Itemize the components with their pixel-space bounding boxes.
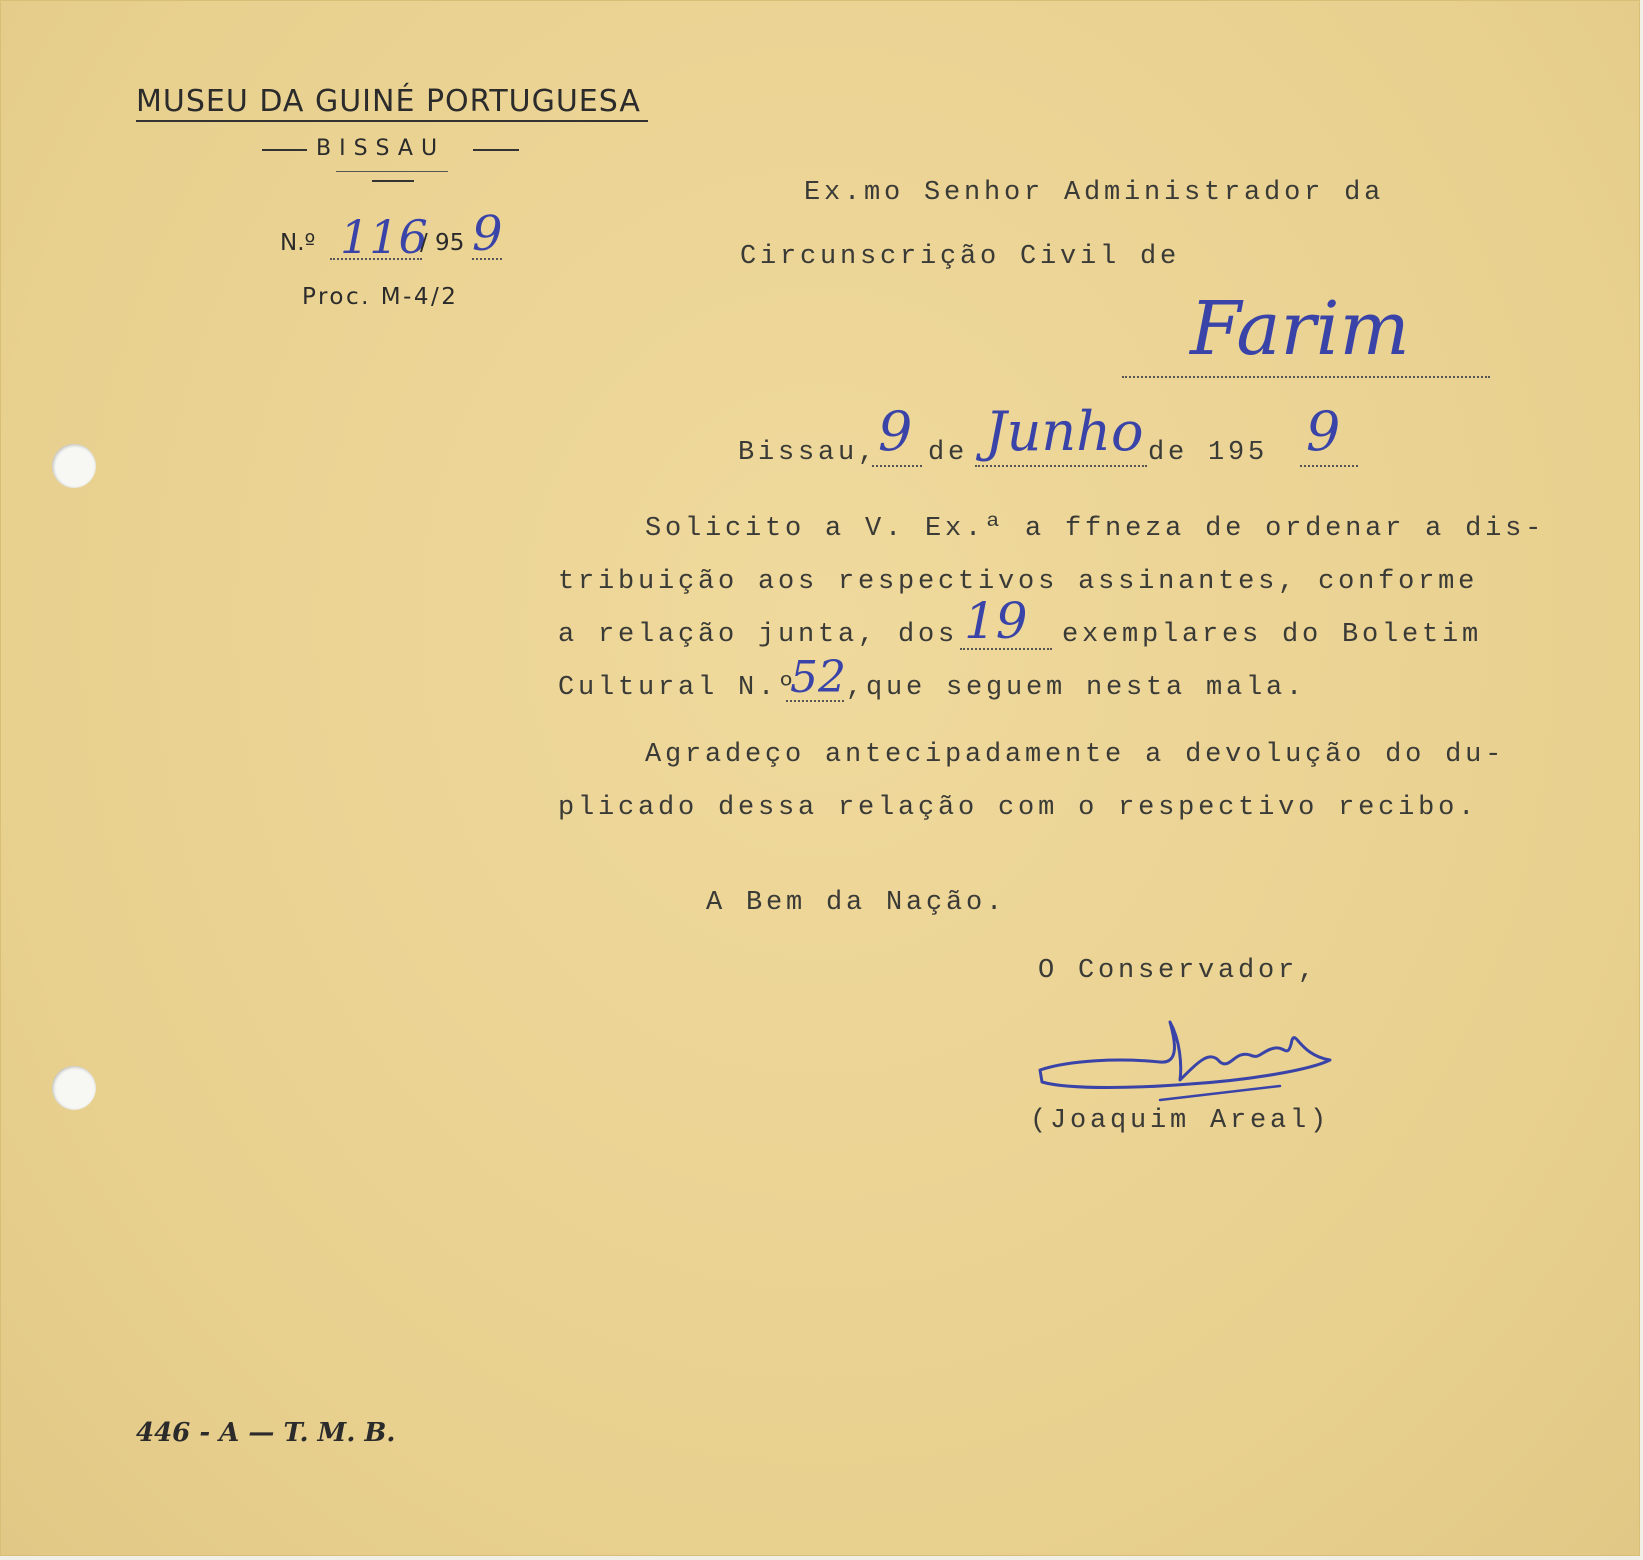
date-de-1: de: [928, 438, 969, 468]
body-line-5: Agradeço antecipadamente a devolução do du-: [645, 740, 1506, 770]
issue-number-handwritten: 52: [790, 652, 846, 703]
year-printed: / 95: [420, 230, 465, 256]
closing-salutation: A Bem da Nação.: [706, 888, 1007, 918]
date-city: Bissau,: [738, 438, 879, 468]
body-line-4-start: Cultural N.º: [558, 673, 799, 703]
body-line-3-end: exemplares do Boletim: [1062, 620, 1483, 650]
institution-name: MUSEU DA GUINÉ PORTUGUESA: [136, 84, 641, 119]
city-dash-right: [473, 149, 519, 151]
punch-hole: [52, 1066, 96, 1110]
addressee-place-dotted-line: [1122, 376, 1490, 378]
date-de-year: de 195: [1148, 438, 1269, 468]
date-year-dotted-line: [1300, 465, 1358, 467]
body-line-1: Solicito a V. Ex.ª a ffneza de ordenar a dis-: [645, 514, 1546, 544]
body-line-3-start: a relação junta, dos: [558, 620, 959, 650]
city-dash-left: [262, 149, 307, 151]
date-month-handwritten: Junho: [985, 400, 1144, 463]
letterhead-rule-1: [336, 171, 448, 172]
signature: [1030, 1010, 1350, 1110]
date-month-dotted-line: [975, 465, 1147, 467]
process-reference: Proc. M-4/2: [302, 284, 459, 310]
addressee-line-2: Circunscrição Civil de: [740, 242, 1181, 272]
number-label: N.º: [280, 230, 316, 256]
copies-count-handwritten: 19: [964, 592, 1028, 650]
letterhead-city: BISSAU: [316, 136, 446, 161]
number-handwritten: 116: [340, 210, 428, 264]
date-day-handwritten: 9: [878, 400, 913, 463]
form-code: 446 - A — T. M. B.: [136, 1418, 396, 1448]
body-line-2: tribuição aos respectivos assinantes, conforme: [558, 567, 1479, 597]
signatory-name: (Joaquim Areal): [1030, 1106, 1331, 1136]
year-handwritten: 9: [472, 206, 503, 262]
institution-underline: [136, 120, 648, 122]
letterhead-rule-2: [372, 180, 414, 182]
punch-hole: [52, 444, 96, 488]
date-day-dotted-line: [872, 465, 922, 467]
body-line-6: plicado dessa relação com o respectivo recibo.: [558, 793, 1479, 823]
date-year-handwritten: 9: [1306, 400, 1341, 463]
body-line-4-end: ,que seguem nesta mala.: [846, 673, 1307, 703]
addressee-line-1: Ex.mo Senhor Administrador da: [804, 178, 1385, 208]
addressee-place-handwritten: Farim: [1190, 286, 1410, 372]
signatory-title: O Conservador,: [1038, 956, 1319, 986]
